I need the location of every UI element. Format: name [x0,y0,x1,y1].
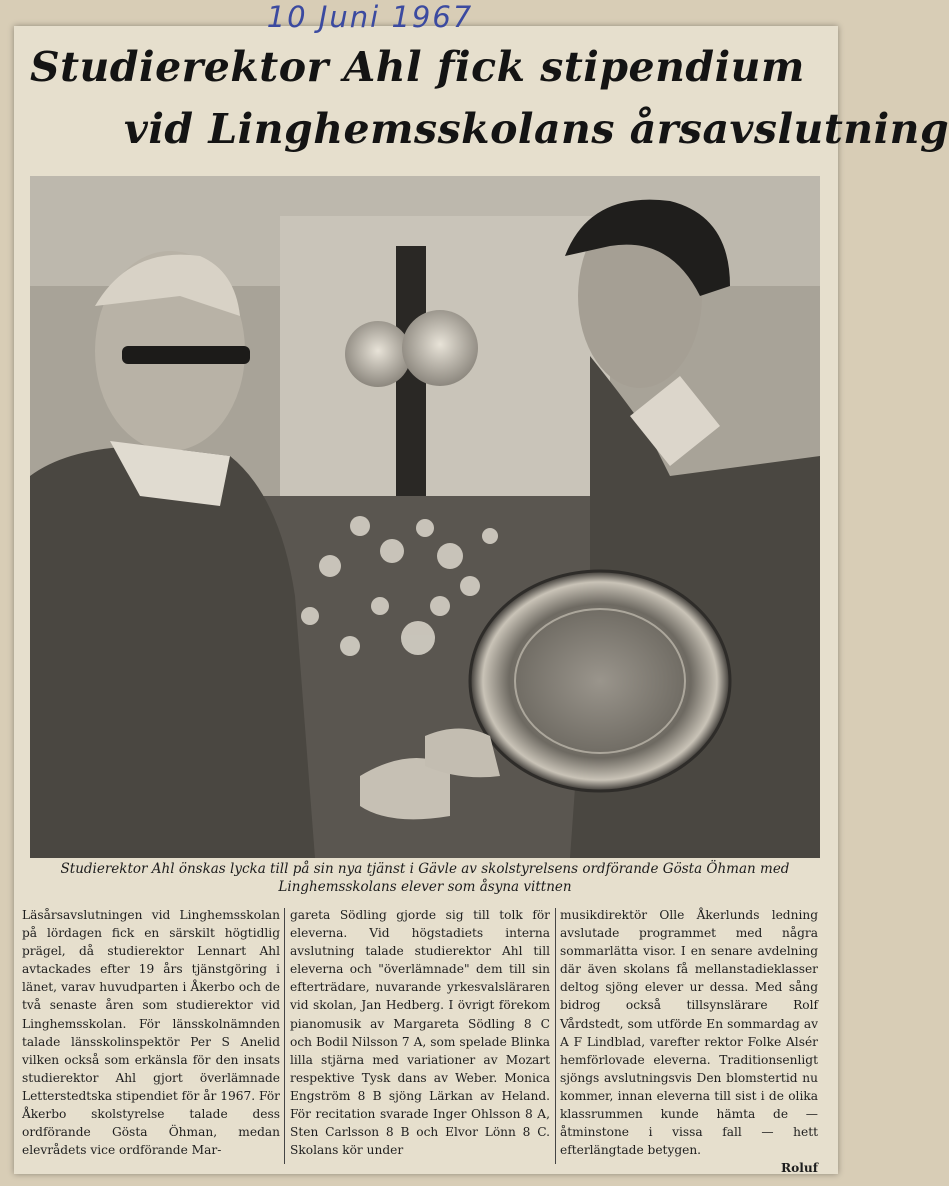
photo-caption: Studierektor Ahl önskas lycka till på sin nya tjänst i Gävle av skolstyrelsens ordförande Gösta Öhman med Linghemsskolans elever som åsyna vittnen [60,861,790,895]
award-ceremony-photo [30,176,820,858]
author-signature: Roluf [781,1161,818,1176]
article-column-3-text: musikdirektör Olle Åkerlunds ledning avslutade programmet med några sommarlätta visor. I en senare avdelning där även skolans få mellanstadieklasser deltog sjöng elever ur dessa. Med sång bidrog också tillsynslärare Rolf Vårdstedt, som utförde En sommardag av A F Lindblad, varefter rektor Folke Alsér hemförlovade eleverna. Traditionsenligt sjöngs avslutningsvis Den blomstertid nu kommer, innan eleverna till sist i de olika klassrummen kunde hämta de — åtminstone i vissa fall — hett efterlängtade betygen. [560,908,818,1158]
photo-illustration [30,176,820,858]
column-divider [284,908,285,1164]
headline-line-1: Studierektor Ahl fick stipendium [30,43,805,91]
article-column-3 [560,906,818,1177]
article-column-1: Läsårsavslutningen vid Linghemsskolan på lördagen fick en särskilt högtidlig prägel, då studierektor Lennart Ahl avtackades efter 19 års tjänstgöring i länet, varav huvudparten i Åkerbo och de två senaste åren som studierektor vid Linghemsskolan. För länsskolnämnden talade länsskolinspektör Per S Anelid vilken också som erkänsla för den insats studierektor Ahl gjort överlämnade Letterstedtska stipendiet för år 1967. För Åkerbo skolstyrelse talade dess ordförande Gösta Öhman, medan elevrådets vice ordförande Mar- [22,908,280,1158]
headline [20,36,949,160]
handwritten-date: 10 Juni 1967 [266,0,474,34]
column-divider [555,908,556,1164]
article-column-2: gareta Södling gjorde sig till tolk för eleverna. Vid högstadiets interna avslutning talade studierektor Ahl till eleverna och "överlämnade" dem till sin efterträdare, nuvarande yrkesvalsläraren vid skolan, Jan Hedberg. I övrigt förekom pianomusik av Margareta Södling 8 C och Bodil Nilsson 7 A, som spelade Blinka lilla stjärna med variationer av Mozart respektive Tysk dans av Weber. Monica Engström 8 B sjöng Lärkan av Heland. För recitation svarade Inger Ohlsson 8 A, Sten Carlsson 8 B och Elvor Lönn 8 C. Skolans kör under [290,908,550,1158]
headline-line-2: vid Linghemsskolans årsavslutning [124,105,949,153]
